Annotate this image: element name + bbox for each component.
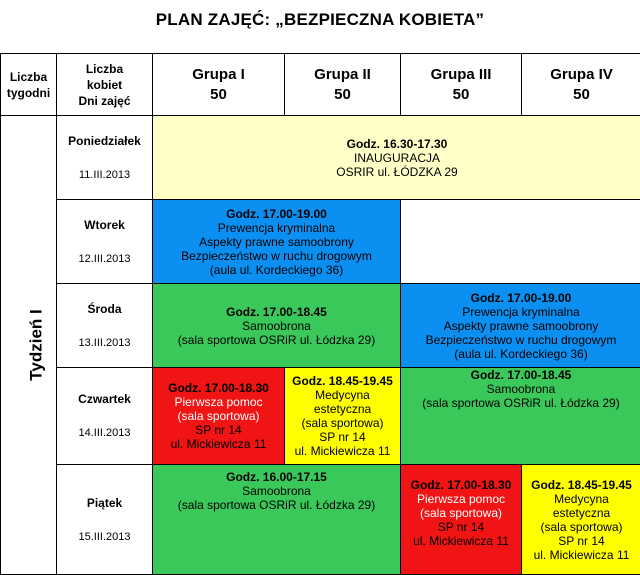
event-wed-g12: Godz. 17.00-18.45 Samoobrona (sala sportowa OSRiR ul. Łódzka 29) bbox=[153, 284, 401, 368]
event-thu-g1: Godz. 17.00-18.30 Pierwsza pomoc (sala sportowa) SP nr 14 ul. Mickiewicza 11 bbox=[153, 368, 285, 465]
header-row bbox=[1, 54, 640, 116]
header-weeks: Liczba tygodni bbox=[1, 54, 57, 116]
day-cell-thursday: Czwartek 14.III.2013 bbox=[57, 368, 153, 465]
event-tue-g12: Godz. 17.00-19.00 Prewencja kryminalna Aspekty prawne samoobrony Bezpieczeństwo w ruchu drogowym (aula ul. Kordeckiego 36) bbox=[153, 200, 401, 284]
row-wednesday bbox=[1, 284, 640, 368]
event-fri-g3: Godz. 17.00-18.30 Pierwsza pomoc (sala sportowa) SP nr 14 ul. Mickiewicza 11 bbox=[401, 465, 522, 575]
header-group-2: Grupa II 50 bbox=[285, 54, 401, 116]
week-cell bbox=[1, 116, 57, 575]
empty-tue-g34 bbox=[401, 200, 640, 284]
row-tuesday bbox=[1, 200, 640, 284]
event-mon-all: Godz. 16.30-17.30 INAUGURACJA OSRIR ul. ŁÓDZKA 29 bbox=[153, 116, 640, 200]
row-thursday bbox=[1, 368, 640, 465]
day-cell-monday: Poniedziałek 11.III.2013 bbox=[57, 116, 153, 200]
header-women-days: Liczba kobiet Dni zajęć bbox=[57, 54, 153, 116]
row-monday bbox=[1, 116, 640, 200]
week-label: Tydzień I bbox=[27, 309, 47, 380]
header-group-4: Grupa IV 50 bbox=[522, 54, 640, 116]
header-group-3: Grupa III 50 bbox=[401, 54, 522, 116]
event-fri-g4: Godz. 18.45-19.45 Medycyna estetyczna (sala sportowa) SP nr 14 ul. Mickiewicza 11 bbox=[522, 465, 640, 575]
event-thu-g2: Godz. 18.45-19.45 Medycyna estetyczna (sala sportowa) SP nr 14 ul. Mickiewicza 11 bbox=[285, 368, 401, 465]
event-fri-g12: Godz. 16.00-17.15 Samoobrona (sala sportowa OSRiR ul. Łódzka 29) bbox=[153, 465, 401, 575]
page-title: PLAN ZAJĘĆ: „BEZPIECZNA KOBIETA” bbox=[0, 10, 640, 30]
day-cell-wednesday: Środa 13.III.2013 bbox=[57, 284, 153, 368]
event-wed-g34: Godz. 17.00-19.00 Prewencja kryminalna Aspekty prawne samoobrony Bezpieczeństwo w ruchu drogowym (aula ul. Kordeckiego 36) bbox=[401, 284, 640, 368]
day-cell-tuesday: Wtorek 12.III.2013 bbox=[57, 200, 153, 284]
day-cell-friday: Piątek 15.III.2013 bbox=[57, 465, 153, 575]
schedule-table bbox=[0, 53, 640, 575]
header-group-1: Grupa I 50 bbox=[153, 54, 285, 116]
row-friday bbox=[1, 465, 640, 575]
event-thu-g34: Godz. 17.00-18.45 Samoobrona (sala sportowa OSRiR ul. Łódzka 29) bbox=[401, 368, 640, 465]
